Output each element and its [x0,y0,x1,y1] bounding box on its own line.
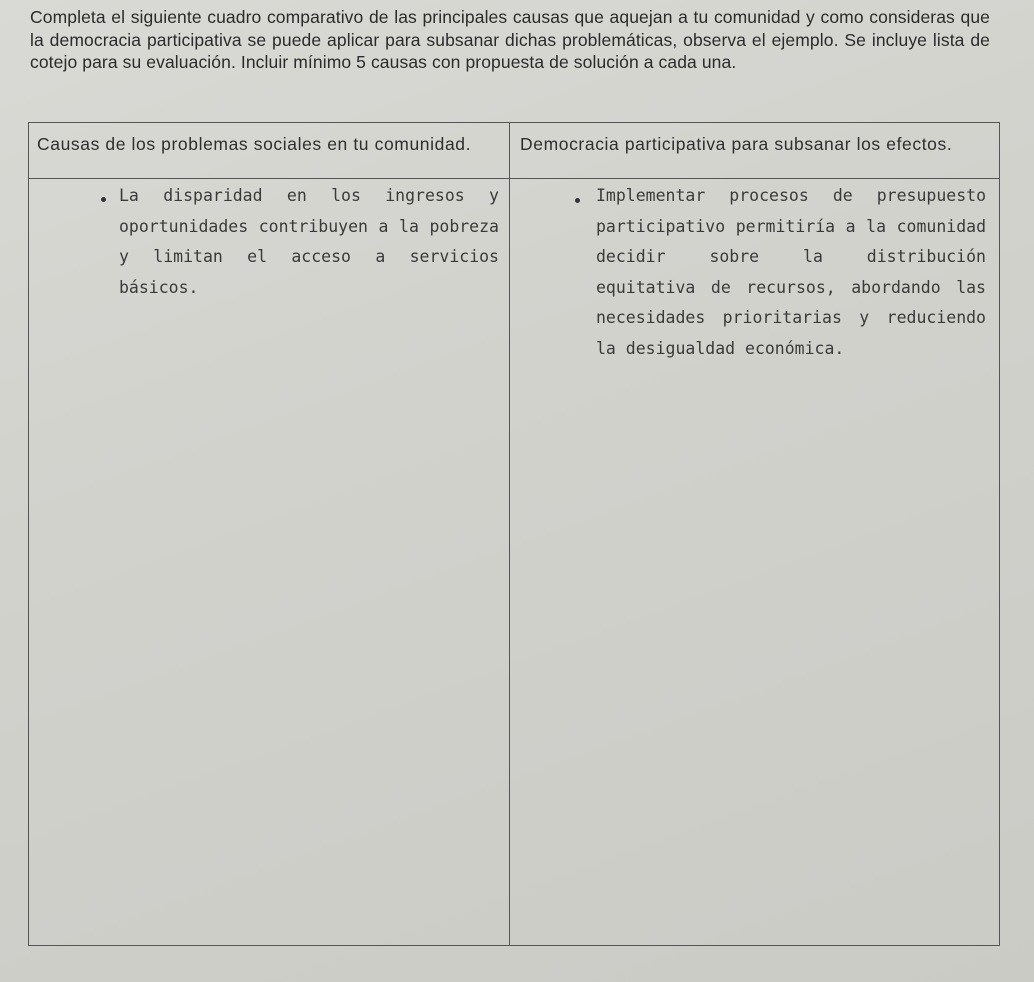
instructions-text: Completa el siguiente cuadro comparativo de las principales causas que aquejan a tu comunidad y como consideras que la democracia participativa se puede aplicar para subsanar dichas problemáticas, observa el ejemplo. Se incluye lista de cotejo para su evaluación. Incluir mínimo 5 causas con propuesta de solución a cada una. [30,7,990,72]
example-cause-text: La disparidad en los ingresos y oportunidades contribuyen a la pobreza y limitan el acceso a servicios básicos. [119,186,499,297]
example-solution-text: Implementar procesos de presupuesto participativo permitiría a la comunidad decidir sobre la distribución equitativa de recursos, abordando las necesidades prioritarias y reduciendo la desigualdad económica. [596,186,986,358]
column-header-solutions: Democracia participativa para subsanar los efectos. [520,134,953,154]
column-divider [509,123,510,945]
column-header-causes: Causas de los problemas sociales en tu comunidad. [37,134,472,154]
header-divider [29,178,999,179]
bullet-icon [101,197,106,202]
bullet-icon [575,198,580,203]
comparison-table [28,122,1000,946]
